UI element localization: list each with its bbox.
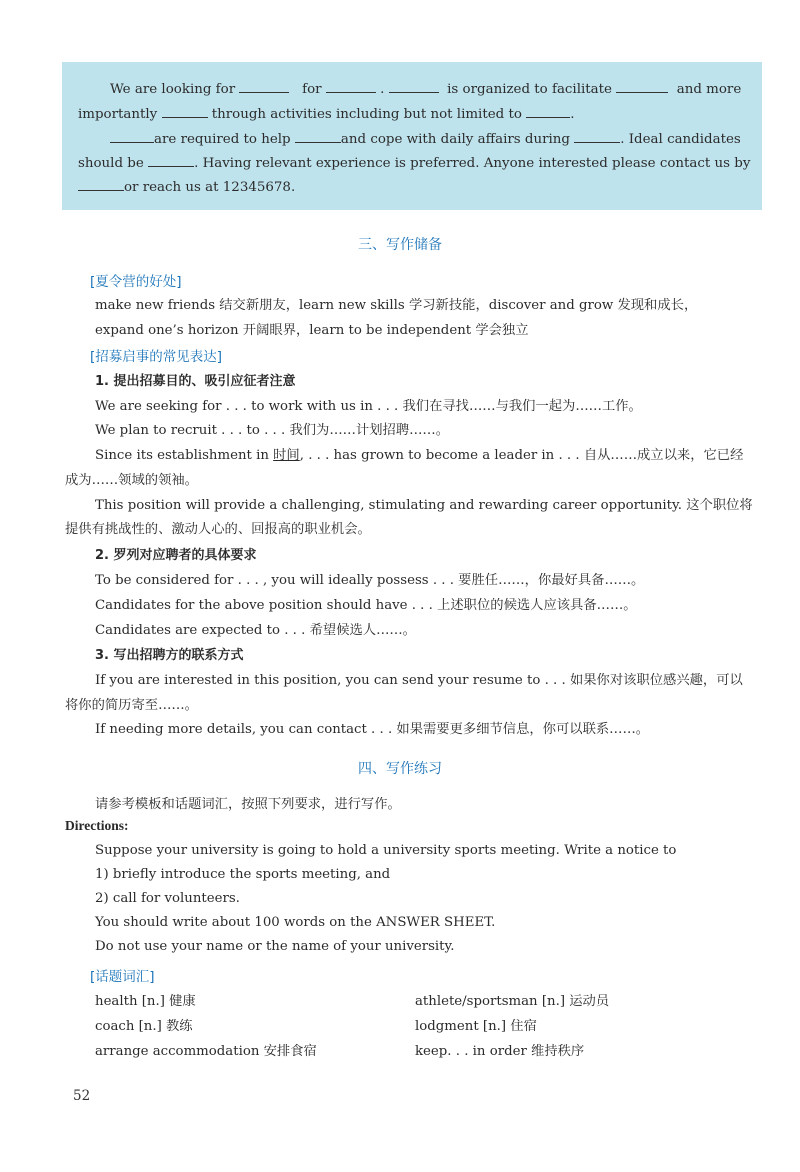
expression-8-cont: 将你的简历寄至……。	[65, 698, 198, 713]
heading-purpose: 1. 提出招募目的、吸引应征者注意	[95, 374, 296, 389]
tag-common-expressions: [招募启事的常见表达]	[90, 349, 223, 365]
vocab-item: health [n.] 健康	[95, 994, 196, 1009]
direction-2: 1) briefly introduce the sports meeting, and	[95, 867, 391, 882]
expression-2: We plan to recruit . . . to . . . 我们为……计划招聘……。	[95, 423, 450, 438]
direction-4: You should write about 100 words on the ANSWER SHEET.	[95, 915, 496, 930]
template-line-4: should be . Having relevant experience is preferred. Anyone interested please contact us by	[78, 153, 750, 174]
expression-6: Candidates for the above position should have . . . 上述职位的候选人应该具备……。	[95, 598, 637, 613]
tag-topic-vocabulary: [话题词汇]	[90, 969, 155, 985]
blank	[162, 104, 208, 118]
vocab-item: coach [n.] 教练	[95, 1019, 193, 1034]
benefits-line-2: expand one’s horizon 开阔眼界，learn to be independent 学会独立	[95, 323, 529, 338]
expression-1: We are seeking for . . . to work with us in . . . 我们在寻找……与我们一起为……工作。	[95, 399, 642, 414]
vocab-item: arrange accommodation 安排食宿	[95, 1044, 317, 1059]
expression-8: If you are interested in this position, you can send your resume to . . . 如果你对该职位感兴趣，可以	[95, 673, 743, 688]
blank	[148, 153, 194, 167]
vocab-item: athlete/sportsman [n.] 运动员	[415, 994, 610, 1009]
template-line-3: are required to help and cope with daily affairs during . Ideal candidates	[110, 129, 741, 150]
blank	[295, 129, 341, 143]
blank	[616, 79, 668, 93]
expression-5: To be considered for . . . , you will ideally possess . . . 要胜任……，你最好具备……。	[95, 573, 645, 588]
page-number: 52	[73, 1088, 91, 1104]
blank	[110, 129, 154, 143]
practice-intro: 请参考模板和话题词汇，按照下列要求，进行写作。	[95, 797, 401, 812]
blank	[389, 79, 439, 93]
vocab-item: keep. . . in order 维持秩序	[415, 1044, 585, 1059]
direction-1: Suppose your university is going to hold a university sports meeting. Write a notice to	[95, 843, 677, 858]
blank	[326, 79, 376, 93]
expression-3: Since its establishment in 时间, . . . has grown to become a leader in . . . 自从……成立以来，它已经	[95, 448, 744, 463]
heading-contact: 3. 写出招聘方的联系方式	[95, 648, 244, 663]
vocab-item: lodgment [n.] 住宿	[415, 1019, 537, 1034]
blank	[526, 104, 570, 118]
tag-summer-camp-benefits: [夏令营的好处]	[90, 274, 182, 290]
blank	[574, 129, 620, 143]
expression-4: This position will provide a challenging, stimulating and rewarding career opportunity. 这个职位将	[95, 498, 753, 513]
section-3-title: 三、写作储备	[358, 237, 442, 253]
benefits-line-1: make new friends 结交新朋友，learn new skills 学习新技能，discover and grow 发现和成长，	[95, 298, 698, 313]
expression-4-cont: 提供有挑战性的、激动人心的、回报高的职业机会。	[65, 522, 371, 537]
template-line-5: or reach us at 12345678.	[78, 177, 295, 198]
expression-9: If needing more details, you can contact . . . 如果需要更多细节信息，你可以联系……。	[95, 722, 650, 737]
blank	[78, 177, 124, 191]
direction-5: Do not use your name or the name of your university.	[95, 939, 455, 954]
directions-label: Directions:	[65, 818, 129, 833]
time-placeholder: 时间	[273, 448, 300, 463]
heading-requirements: 2. 罗列对应聘者的具体要求	[95, 548, 257, 563]
expression-3-cont: 成为……领域的领袖。	[65, 473, 198, 488]
expression-7: Candidates are expected to . . . 希望候选人……。	[95, 623, 416, 638]
template-line-2: importantly through activities including but not limited to .	[78, 104, 574, 125]
direction-3: 2) call for volunteers.	[95, 891, 240, 906]
blank	[239, 79, 289, 93]
section-4-title: 四、写作练习	[358, 761, 442, 777]
template-line-1: We are looking for for . is organized to facilitate and more	[110, 79, 741, 100]
